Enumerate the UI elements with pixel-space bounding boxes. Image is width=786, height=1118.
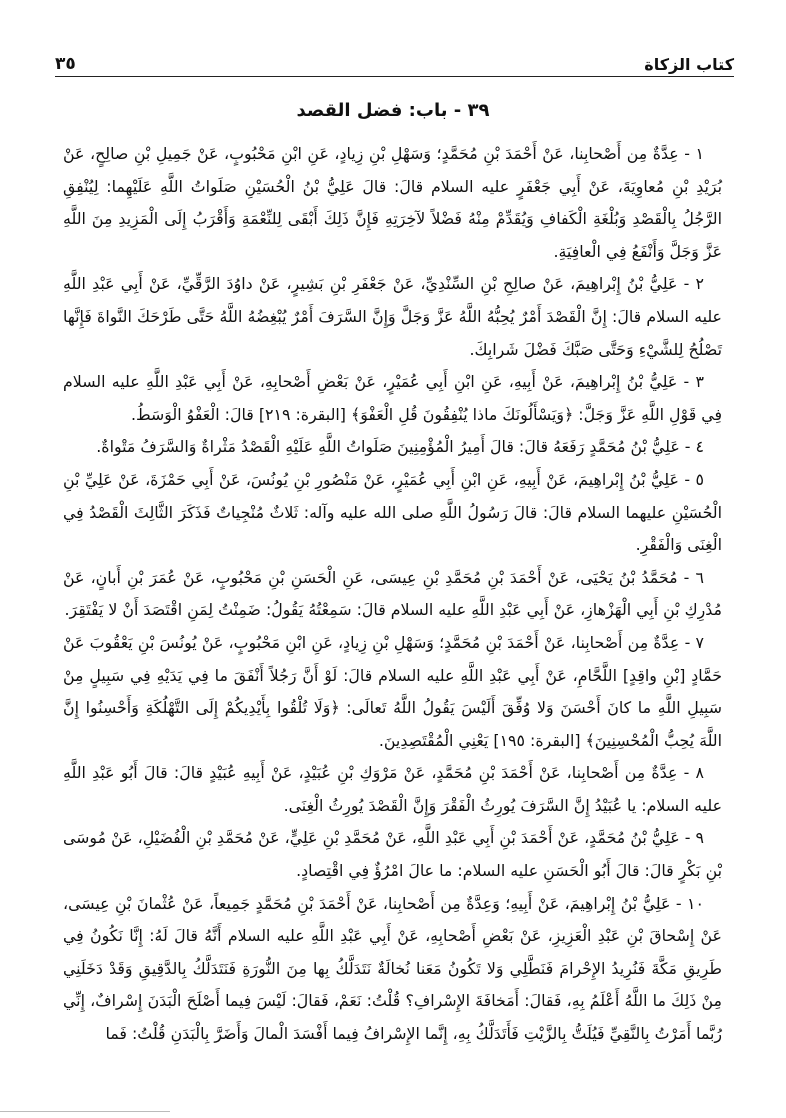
hadith-5: ٥ - عَلِيُّ بْنُ إِبْراهِيمَ، عَنْ أَبِيهِ، عَنِ ابْنِ أَبِي عُمَيْرٍ، عَنْ مَنْصُورِ بْنِ يُونُسَ، عَنْ أَبِي حَمْزَةَ، عَنْ عَلِيِّ بْنِ الْحُسَيْنِ عليهما السلام قالَ: قالَ رَسُولُ اللَّهِ صلى الله عليه وآله: ثَلاثٌ مُنْجِياتٌ فَذَكَرَ الثَّالِثَ الْقَصْدُ فِي الْغِنَى وَالْفَقْرِ. [63, 469, 722, 555]
hadith-10: ١٠ - عَلِيُّ بْنُ إِبْراهِيمَ، عَنْ أَبِيهِ؛ وَعِدَّةٌ مِن أَصْحابِنا، عَنْ أَحْمَدَ بْنِ مُحَمَّدٍ جَمِيعاً، عَنْ عُثْمانَ بْنِ عِيسَى، عَنْ إِسْحاقَ بْنِ عَبْدِ الْعَزِيزِ، عَنْ بَعْضِ أَصْحابِهِ، عَنْ أَبِي عَبْدِ اللَّهِ عليه السلام أَنَّهُ قالَ لَهُ: إِنَّا نَكُونُ فِي طَرِيقِ مَكَّةَ فَنُرِيدُ الإِحْرامَ فَنَطَّلِي وَلا تَكُونُ مَعَنا نُخالَةٌ نَتَدَلَّكُ بِها مِنَ النُّورَةِ فَنَتَدَلَّكُ بِالدَّقِيقِ وَقَدْ دَخَلَنِي مِنْ ذَلِكَ ما اللَّهُ أَعْلَمُ بِهِ، فَقالَ: أَمَخافَةَ الإِسْرافِ؟ قُلْتُ: نَعَمْ، فَقالَ: لَيْسَ فِيما أَصْلَحَ الْبَدَنَ إِسْرافٌ، إِنِّي رُبَّما أَمَرْتُ بِالنَّقِيِّ فَيُلَتُّ بِالزَّيْتِ فَأَتَدَلَّكُ بِهِ، إِنَّما الإِسْرافُ فِيما أَفْسَدَ الْمالَ وَأَضَرَّ بِالْبَدَنِ قُلْتُ: فَما [63, 893, 722, 1044]
running-title: كتاب الزكاة [644, 55, 734, 74]
hadith-7: ٧ - عِدَّةٌ مِن أَصْحابِنا، عَنْ أَحْمَدَ بْنِ مُحَمَّدٍ؛ وَسَهْلِ بْنِ زِيادٍ، عَنِ ابْنِ مَحْبُوبٍ، عَنْ يُونُسَ بْنِ يَعْقُوبَ عَنْ حَمَّادٍ [بْنِ واقِدٍ] اللَّحَّامِ، عَنْ أَبِي عَبْدِ اللَّهِ عليه السلام قالَ: لَوْ أَنَّ رَجُلاً أَنْفَقَ ما فِي يَدَيْهِ فِي سَبِيلٍ مِنْ سَبِيلِ اللَّهِ ما كانَ أَحْسَنَ وَلا وُفِّقَ أَلَيْسَ يَقُولُ اللَّهُ تَعالَى: ﴿وَلَا تُلْقُوا بِأَيْدِيكُمْ إِلَى التَّهْلُكَةِ وَأَحْسِنُوا إِنَّ اللَّهَ يُحِبُّ الْمُحْسِنِينَ﴾ [البقرة: ١٩٥] يَعْنِي الْمُقْتَصِدِينَ. [63, 632, 722, 750]
hadith-9: ٩ - عَلِيُّ بْنُ مُحَمَّدٍ، عَنْ أَحْمَدَ بْنِ أَبِي عَبْدِ اللَّهِ، عَنْ مُحَمَّدِ بْنِ عَلِيٍّ، عَنْ مُحَمَّدِ بْنِ الْفُضَيْلِ، عَنْ مُوسَى بْنِ بَكْرٍ قالَ: قالَ أَبُو الْحَسَنِ عليه السلام: ما عالَ امْرُؤٌ فِي اقْتِصادٍ. [63, 828, 722, 881]
hadith-3: ٣ - عَلِيُّ بْنُ إِبْراهِيمَ، عَنْ أَبِيهِ، عَنِ ابْنِ أَبِي عُمَيْرٍ، عَنْ بَعْضِ أَصْحابِهِ، عَنْ أَبِي عَبْدِ اللَّهِ عليه السلام فِي قَوْلِ اللَّهِ عَزَّ وَجَلَّ: ﴿وَيَسْأَلُونَكَ ماذا يُنْفِقُونَ قُلِ الْعَفْوَ﴾ [البقرة: ٢١٩] قالَ: الْعَفْوُ الْوَسَطُ. [63, 372, 722, 424]
hadith-1: ١ - عِدَّةٌ مِن أَصْحابِنا، عَنْ أَحْمَدَ بْنِ مُحَمَّدٍ؛ وَسَهْلِ بْنِ زِيادٍ، عَنِ ابْنِ مَحْبُوبٍ، عَنْ جَمِيلِ بْنِ صالِحٍ، عَنْ بُرَيْدِ بْنِ مُعاوِيَةَ، عَنْ أَبِي جَعْفَرٍ عليه السلام قالَ: قالَ عَلِيُّ بْنُ الْحُسَيْنِ صَلَواتُ اللَّهِ عَلَيْهِما: لِيُنْفِقِ الرَّجُلُ بِالْقَصْدِ وَبُلْغَةِ الْكَفافِ وَيُقَدِّمْ مِنْهُ فَضْلاً لآخِرَتِهِ فَإِنَّ ذَلِكَ أَبْقَى لِلنِّعْمَةِ وَأَقْرَبُ إِلَى الْمَزِيدِ مِنَ اللَّهِ عَزَّ وَجَلَّ وَأَنْفَعُ فِي الْعافِيَةِ. [63, 144, 722, 261]
page-number: ٣٥ [55, 54, 76, 74]
chapter-heading: ٣٩ - باب: فضل القصد [296, 100, 490, 121]
header-rule [55, 76, 734, 77]
hadith-4: ٤ - عَلِيُّ بْنُ مُحَمَّدٍ رَفَعَهُ قالَ: قالَ أَمِيرُ الْمُؤْمِنِينَ صَلَواتُ اللَّهِ عَلَيْهِ الْقَصْدُ مَثْراةٌ وَالسَّرَفُ مَتْواةٌ. [96, 437, 704, 457]
hadith-6: ٦ - مُحَمَّدُ بْنُ يَحْيَى، عَنْ أَحْمَدَ بْنِ مُحَمَّدِ بْنِ عِيسَى، عَنِ الْحَسَنِ بْنِ مَحْبُوبٍ، عَنْ عُمَرَ بْنِ أَبانٍ، عَنْ مُدْرِكِ بْنِ أَبِي الْهَزْهازِ، عَنْ أَبِي عَبْدِ اللَّهِ عليه السلام قالَ: سَمِعْتُهُ يَقُولُ: ضَمِنْتُ لِمَنِ اقْتَصَدَ أَنْ لا يَفْتَقِرَ. [63, 567, 722, 620]
hadith-8: ٨ - عِدَّةٌ مِن أَصْحابِنا، عَنْ أَحْمَدَ بْنِ مُحَمَّدٍ، عَنْ مَرْوَكِ بْنِ عُبَيْدٍ، عَنْ أَبِيهِ عُبَيْدٍ قالَ: قالَ أَبُو عَبْدِ اللَّهِ عليه السلام: يا عُبَيْدُ إِنَّ السَّرَفَ يُورِثُ الْفَقْرَ وَإِنَّ الْقَصْدَ يُورِثُ الْغِنَى. [63, 763, 722, 815]
page-header [55, 44, 734, 74]
hadith-list [63, 138, 722, 1051]
hadith-2: ٢ - عَلِيُّ بْنُ إِبْراهِيمَ، عَنْ صالِحِ بْنِ السِّنْدِيِّ، عَنْ جَعْفَرِ بْنِ بَشِيرٍ، عَنْ داوُدَ الرَّقِّيِّ، عَنْ أَبِي عَبْدِ اللَّهِ عليه السلام قالَ: إِنَّ الْقَصْدَ أَمْرٌ يُحِبُّهُ اللَّهُ عَزَّ وَجَلَّ وَإِنَّ السَّرَفَ أَمْرٌ يُبْغِضُهُ اللَّهُ حَتَّى طَرْحَكَ النَّواةَ فَإِنَّها تَصْلُحُ لِلشَّيْءِ وَحَتَّى صَبَّكَ فَضْلَ شَرابِكَ. [63, 274, 722, 359]
scan-edge-line [0, 1111, 170, 1112]
